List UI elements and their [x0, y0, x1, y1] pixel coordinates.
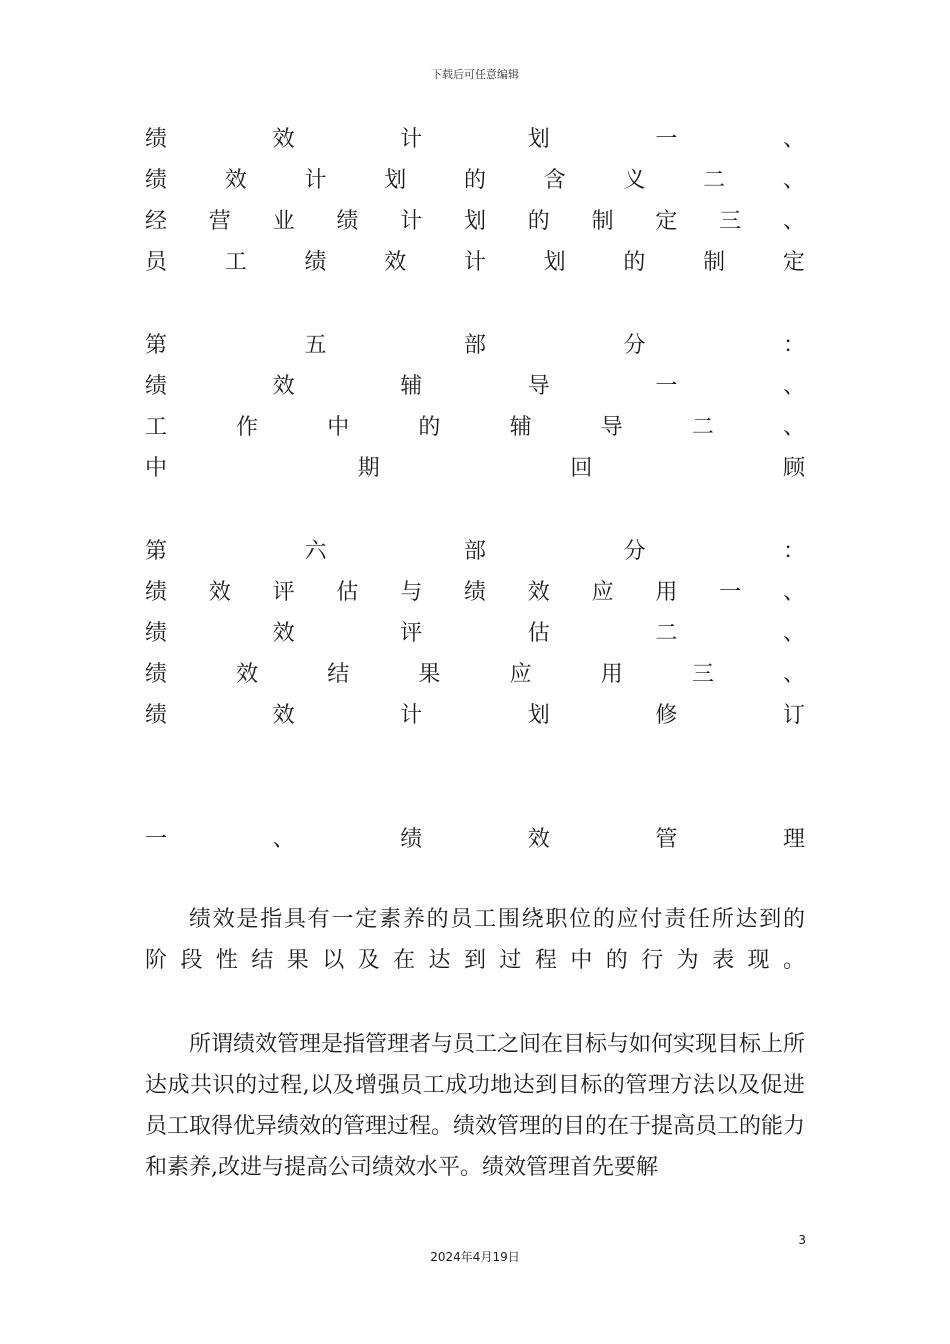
glyph: 绩: [145, 373, 168, 399]
glyph: 员: [145, 249, 168, 275]
glyph: 工: [145, 414, 168, 440]
glyph: 计: [400, 702, 423, 728]
glyph: 五: [304, 332, 327, 358]
toc-line: [145, 534, 805, 564]
glyph: 、: [782, 373, 805, 399]
glyph: 效: [384, 249, 407, 275]
glyph: 、: [782, 126, 805, 152]
glyph: 中: [327, 414, 350, 440]
glyph: 、: [782, 620, 805, 646]
glyph: 三: [691, 661, 714, 687]
toc-line: [145, 328, 805, 358]
glyph: ：: [782, 332, 805, 358]
glyph: 结: [327, 661, 350, 687]
paragraph-1-line-1: 绩效是指具有一定素养的员工围绕职位的应付责任所达到的: [189, 907, 805, 932]
glyph: 绩: [145, 126, 168, 152]
glyph: 的: [418, 414, 441, 440]
glyph: 与: [400, 579, 423, 605]
glyph: 计: [400, 126, 423, 152]
glyph: 一: [655, 126, 678, 152]
glyph: 果: [418, 661, 441, 687]
glyph: 划: [527, 126, 550, 152]
toc-line: [145, 163, 805, 193]
glyph: 订: [782, 702, 805, 728]
glyph: 、: [782, 208, 805, 234]
glyph: 营: [208, 208, 231, 234]
glyph: 估: [527, 620, 550, 646]
page-number: 3: [798, 1233, 806, 1247]
glyph: 理: [782, 826, 805, 852]
glyph: 、: [272, 826, 295, 852]
glyph: 划: [463, 208, 486, 234]
glyph: 管: [655, 826, 678, 852]
glyph: 划: [543, 249, 566, 275]
glyph: 一: [145, 826, 168, 852]
glyph: 、: [782, 579, 805, 605]
paragraph-2: [145, 1024, 805, 1188]
glyph: 评: [400, 620, 423, 646]
glyph: 估: [336, 579, 359, 605]
glyph: 制: [591, 208, 614, 234]
toc-line: [145, 410, 805, 440]
glyph: 辅: [400, 373, 423, 399]
glyph: 效: [527, 826, 550, 852]
paragraph-1: [145, 899, 805, 981]
glyph: 业: [272, 208, 295, 234]
glyph: 的: [527, 208, 550, 234]
glyph: 的: [623, 249, 646, 275]
glyph: 三: [719, 208, 742, 234]
glyph: 效: [208, 579, 231, 605]
glyph: 回: [570, 455, 593, 481]
paragraph-1-line-2: 阶段性结果以及在达到过程中的行为表现。: [145, 948, 805, 973]
toc-line: [145, 698, 805, 728]
glyph: 义: [623, 167, 646, 193]
glyph: 定: [782, 249, 805, 275]
glyph: 效: [224, 167, 247, 193]
glyph: 顾: [782, 455, 805, 481]
glyph: 评: [272, 579, 295, 605]
glyph: 计: [400, 208, 423, 234]
toc-line: [145, 204, 805, 234]
glyph: 、: [782, 414, 805, 440]
glyph: 导: [527, 373, 550, 399]
toc-line: [145, 657, 805, 687]
glyph: 第: [145, 538, 168, 564]
glyph: 期: [357, 455, 380, 481]
glyph: 部: [463, 332, 486, 358]
toc-line: [145, 245, 805, 275]
toc-line: [145, 575, 805, 605]
glyph: 应: [509, 661, 532, 687]
glyph: 辅: [509, 414, 532, 440]
glyph: 分: [623, 332, 646, 358]
glyph: 效: [527, 579, 550, 605]
glyph: 、: [782, 167, 805, 193]
glyph: 效: [272, 373, 295, 399]
section-heading: [145, 822, 805, 852]
glyph: 导: [600, 414, 623, 440]
glyph: 绩: [145, 661, 168, 687]
glyph: ：: [782, 538, 805, 564]
glyph: 经: [145, 208, 168, 234]
glyph: 绩: [400, 826, 423, 852]
toc-line: [145, 369, 805, 399]
glyph: 效: [236, 661, 259, 687]
page-footer-date: 2024年4月19日: [430, 1250, 520, 1264]
glyph: 用: [600, 661, 623, 687]
glyph: 绩: [145, 620, 168, 646]
glyph: 部: [463, 538, 486, 564]
glyph: 分: [623, 538, 646, 564]
glyph: 的: [463, 167, 486, 193]
glyph: 绩: [304, 249, 327, 275]
glyph: 划: [527, 702, 550, 728]
glyph: 作: [236, 414, 259, 440]
glyph: 含: [543, 167, 566, 193]
toc-line: [145, 122, 805, 152]
glyph: 计: [304, 167, 327, 193]
glyph: 效: [272, 126, 295, 152]
glyph: 绩: [463, 579, 486, 605]
glyph: 二: [703, 167, 726, 193]
toc-line: [145, 451, 805, 481]
glyph: 划: [384, 167, 407, 193]
glyph: 用: [655, 579, 678, 605]
glyph: 应: [591, 579, 614, 605]
glyph: 中: [145, 455, 168, 481]
glyph: 制: [703, 249, 726, 275]
paragraph-2-text: 所谓绩效管理是指管理者与员工之间在目标与如何实现目标上所达成共识的过程,以及增强员工成功地达到目标的管理方法以及促进员工取得优异绩效的管理过程。绩效管理的目的在于提高员工的能力和素养,改进与提高公司绩效水平。绩效管理首先要解: [145, 1032, 806, 1180]
glyph: 定: [655, 208, 678, 234]
glyph: 效: [272, 620, 295, 646]
glyph: 六: [304, 538, 327, 564]
glyph: 绩: [145, 702, 168, 728]
glyph: 一: [655, 373, 678, 399]
glyph: 绩: [336, 208, 359, 234]
glyph: 效: [272, 702, 295, 728]
glyph: 一: [719, 579, 742, 605]
toc-line: [145, 616, 805, 646]
glyph: 二: [691, 414, 714, 440]
glyph: 计: [463, 249, 486, 275]
glyph: 第: [145, 332, 168, 358]
glyph: 二: [655, 620, 678, 646]
glyph: 、: [782, 661, 805, 687]
glyph: 修: [655, 702, 678, 728]
glyph: 绩: [145, 579, 168, 605]
glyph: 绩: [145, 167, 168, 193]
glyph: 工: [224, 249, 247, 275]
page-header: 下载后可任意编辑: [431, 68, 519, 81]
